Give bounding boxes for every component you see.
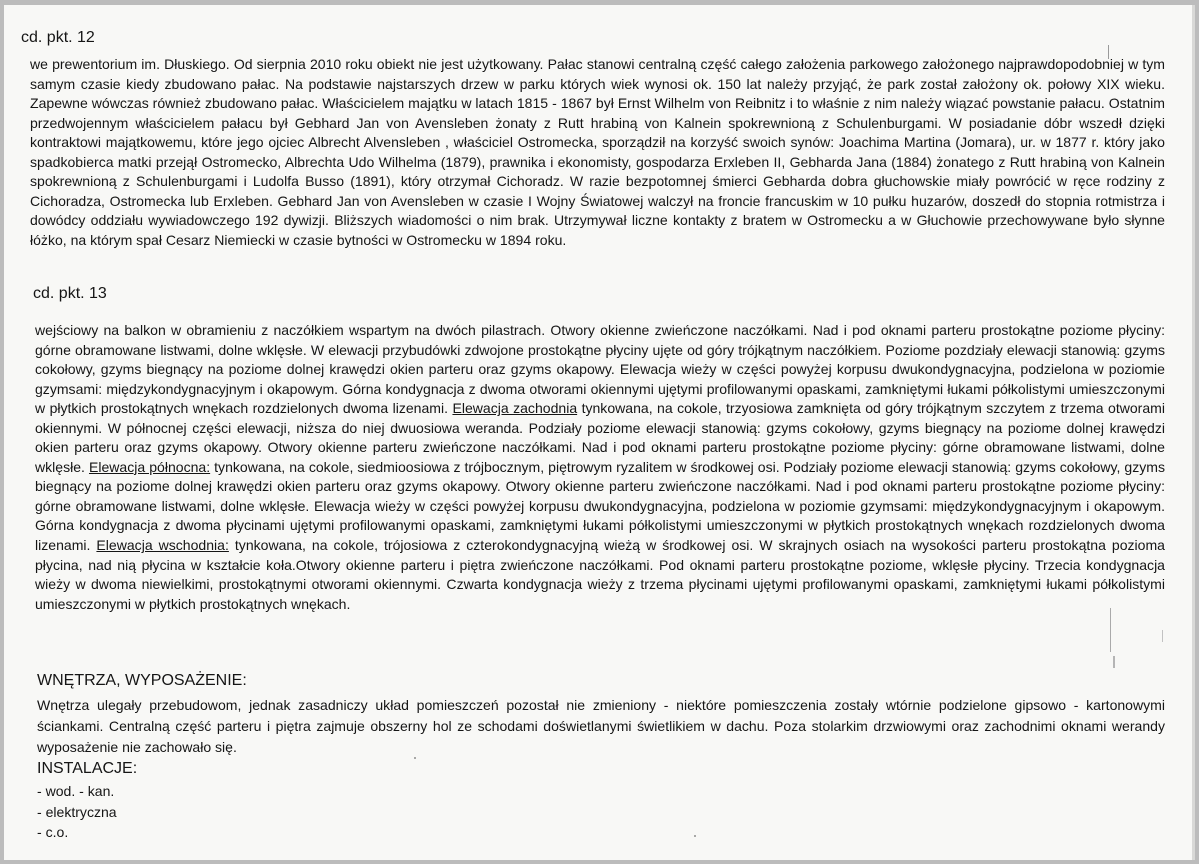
north-elevation-label: Elewacja północna: bbox=[88, 458, 211, 475]
section-heading-pkt-13: cd. pkt. 13 bbox=[33, 285, 107, 302]
east-elevation-label: Elewacja wschodnia: bbox=[96, 537, 229, 554]
scan-mark bbox=[1113, 656, 1115, 668]
interiors-section bbox=[37, 671, 1165, 758]
west-elevation-text: tynkowana, na cokole, trzyosiowa zamknięta od góry trójkątnym szczytem z trzema otworami okiennymi. W północnej części elewacji, niższa do niej dwuosiowa weranda. Podziały poziome elewacji stanowią: gzyms cokołowy, gzyms biegnący na poziome dolnej krawędzi okien parteru oraz gzyms okapowy. Otwory okienne parteru zwieńczone naczółkami. Nad i pod oknami parteru prostokątne poziome płyciny: górne obramowane listwami, dolne wklęsłe. bbox=[35, 400, 1165, 475]
entrance-elevation-text: wejściowy na balkon w obramieniu z naczółkiem wspartym na dwóch pilastrach. Otwory okienne zwieńczone naczółkami. Nad i pod oknami parteru prostokątne poziome płyciny: górne obramowane listwami, dolne wklęsłe. W elewacji przybudówki zdwojone prostokątne płyciny ujęte od góry trójkątnym naczółkiem. Poziome pozdziały elewacji stanowią: gzyms cokołowy, gzyms biegnący na poziome dolnej krawędzi okien parteru oraz gzyms okapowy. Elewacja wieży w części powyżej korpusu dwukondygnacyjna, podzielona w poziomie gzymsami: międzykondygnacyjnym i okapowym. Górna kondygnacja z dwoma otworami okiennymi ujętymi profilowanymi opaskami, zamkniętymi łukami półkolistymi umieszczonymi w płytkich prostokątnych wnękach rozdzielonych dwoma lizenami. bbox=[35, 322, 1165, 417]
scanned-page bbox=[4, 5, 1195, 860]
section-heading-pkt-12: cd. pkt. 12 bbox=[21, 29, 95, 46]
page-edge-shadow bbox=[1192, 5, 1195, 860]
interiors-title: WNĘTRZA, WYPOSAŻENIE: bbox=[37, 672, 247, 689]
west-elevation-label: Elewacja zachodnia bbox=[452, 400, 578, 417]
north-elevation-text: tynkowana, na cokole, siedmioosiowa z trójbocznym, piętrowym ryzalitem w środkowej osi. Podziały poziome elewacji stanowią: gzyms cokołowy, gzyms biegnący na poziome dolnej krawędzi okien parteru oraz gzyms okapowy. Otwory okienne parteru zwieńczone naczółkami. Nad i pod oknami parteru prostokątne poziome płyciny: górne obramowane listwami, dolne wklęsłe. Elewacja wieży w części powyżej korpusu dwukondygnacyjna, podzielona w poziomie gzymsami: międzykondygnacyjnym i okapowym. Górna kondygnacja z dwoma płycinami ujętymi profilowanymi opaskami, zamkniętymi łukami półkolistymi umieszczonymi w płytkich prostokątnych wnękach rozdzielonych dwoma lizenami. bbox=[35, 458, 1166, 554]
installations-section bbox=[37, 759, 137, 843]
history-paragraph: we prewentorium im. Dłuskiego. Od sierpnia 2010 roku obiekt nie jest użytkowany. Pałac stanowi centralną część całego założenia parkowego założonego najprawdopodobniej w tym samym czasie kiedy zbudowano pałac. Na podstawie najstarszych drzew w parku których wiek wynosi ok. 150 lat należy przyjąć, że park został założony ok. połowy XIX wieku. Zapewne wówczas również zbudowano pałac. Właścicielem majątku w latach 1815 - 1867 był Ernst Wilhelm von Reibnitz i to właśnie z nim należy wiązać powstanie pałacu. Ostatnim przedwojennym właścicielem pałacu był Gebhard Jan von Avensleben żonaty z Rutt hrabiną von Kalnein spokrewnioną z Schulenburgami. W posiadanie dóbr wszedł dzięki kontraktowi majątkowemu, które jego ojciec Albrecht Alvensleben , właściciel Ostromecka, sporządził na korzyść swoich synów: Joachima Martina (Jomara), ur. w 1877 r. który jako spadkobierca matki przejął Ostromecko, Albrechta Udo Wilhelma (1879), prawnika i ekonomisty, gospodarza Erxleben II, Gebharda Jana (1884) żonatego z Rutt hrabiną von Kalnein spokrewnioną z Schulenburgami i Ludolfa Busso (1891), który otrzymał Cichoradz. W razie bezpotomnej śmierci Gebharda dobra głuchowskie miały powrócić w ręce rodziny z Cichoradza, Ostromecka lub Erxleben. Gebhard Jan von Avensleben w czasie I Wojny Światowej walczył na froncie francuskim w 10 pułku huzarów, doszedł do stopnia rotmistrza i dowódcy oddziału wywiadowczego 192 dywizji. Bliższych wiadomości o nim brak. Utrzymywał liczne kontakty z bratem w Ostromecku a w Głuchowie przechowywane było słynne łóżko, na którym spał Cesarz Niemiecki w czasie bytności w Ostromecku w 1894 roku. bbox=[30, 56, 1165, 248]
scan-mark bbox=[1162, 630, 1163, 642]
elevations-description bbox=[35, 321, 1165, 614]
east-elevation-text: tynkowana, na cokole, trójosiowa z czterokondygnacyjną wieżą w środkowej osi. W skrajnych osiach na wysokości parteru prostokątna pozioma płycina, nad nią płycina w kształcie koła.Otwory okienne parteru i piętra zwieńczone naczółkami. Pod oknami parteru prostokątne poziome, wklęsłe płyciny. Trzecia kondygnacja wieży w dwoma niewielkimi, prostokątnymi otworami okiennymi. Czwarta kondygnacja wieży z trzema płycinami ujętymi profilowanymi opaskami, zamkniętymi łukami półkolistymi umieszczonymi w płytkich prostokątnych wnękach. bbox=[35, 537, 1165, 612]
installation-item: - c.o. bbox=[37, 824, 69, 841]
installation-item: - elektryczna bbox=[37, 803, 117, 820]
scan-mark bbox=[1110, 608, 1111, 652]
interiors-text: Wnętrza ulegały przebudowom, jednak zasadniczy układ pomieszczeń pozostał nie zmieniony - niektóre pomieszczenia zostały wtórnie podzielone gipsowo - kartonowymi ściankami. Centralną część parteru i piętra zajmuje obszerny hol ze schodami doświetlanymi świetlikiem w dachu. Poza stolarkim drzwiowymi oraz zachodnimi oknami werandy wyposażenie nie zachowało się. bbox=[37, 697, 1165, 755]
installation-item: - wod. - kan. bbox=[37, 783, 115, 799]
installations-title: INSTALACJE: bbox=[37, 760, 138, 777]
scan-speck bbox=[694, 835, 696, 837]
